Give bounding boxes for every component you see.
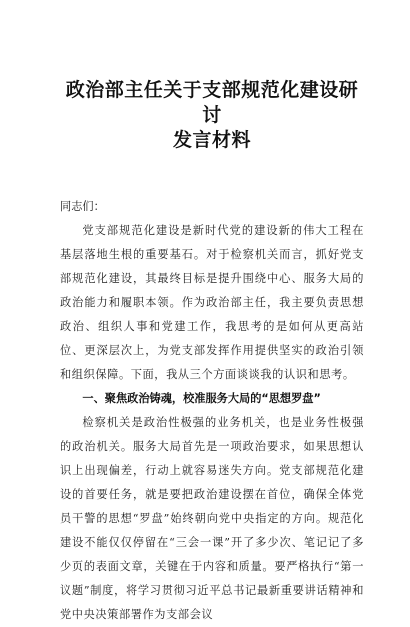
section-1-heading: 一、聚焦政治铸魂，校准服务大局的“思想罗盘” — [82, 392, 321, 405]
document-title — [60, 78, 364, 153]
greeting: 同志们： — [60, 200, 105, 213]
title-line-2: 发言材料 — [172, 129, 251, 151]
title-line-1: 政治部主任关于支部规范化建设研讨 — [65, 79, 359, 126]
section-1-paragraph: 检察机关是政治性极强的业务机关，也是业务性极强的政治机关。服务大局首先是一项政治要求，如果思想认识上出现偏差，行动上就容易迷失方向。党支部规范化建设的首要任务，就是要把政治建设摆在首位，确保全体党员干警的思想“罗盘”始终朝向党中央指定的方向。规范化建设不能仅仅停留在“三会一课”开了多少次、笔记记了多少页的表面文章，关键在于内容和质量。要严格执行“第一议题”制度，将学习贯彻习近平总书记最新重要讲话精神和党中央决策部署作为支部会议 — [60, 416, 364, 621]
intro-paragraph: 党支部规范化建设是新时代党的建设新的伟大工程在基层落地生根的重要基石。对于检察机关而言，抓好党支部规范化建设，其最终目标是提升围绕中心、服务大局的政治能力和履职本领。作为政治部主任，我主要负责思想政治、组织人事和党建工作，我思考的是如何从更高站位、更深层次上，为党支部发挥作用提供坚实的政治引领和组织保障。下面，我从三个方面谈谈我的认识和思考。 — [60, 224, 364, 381]
